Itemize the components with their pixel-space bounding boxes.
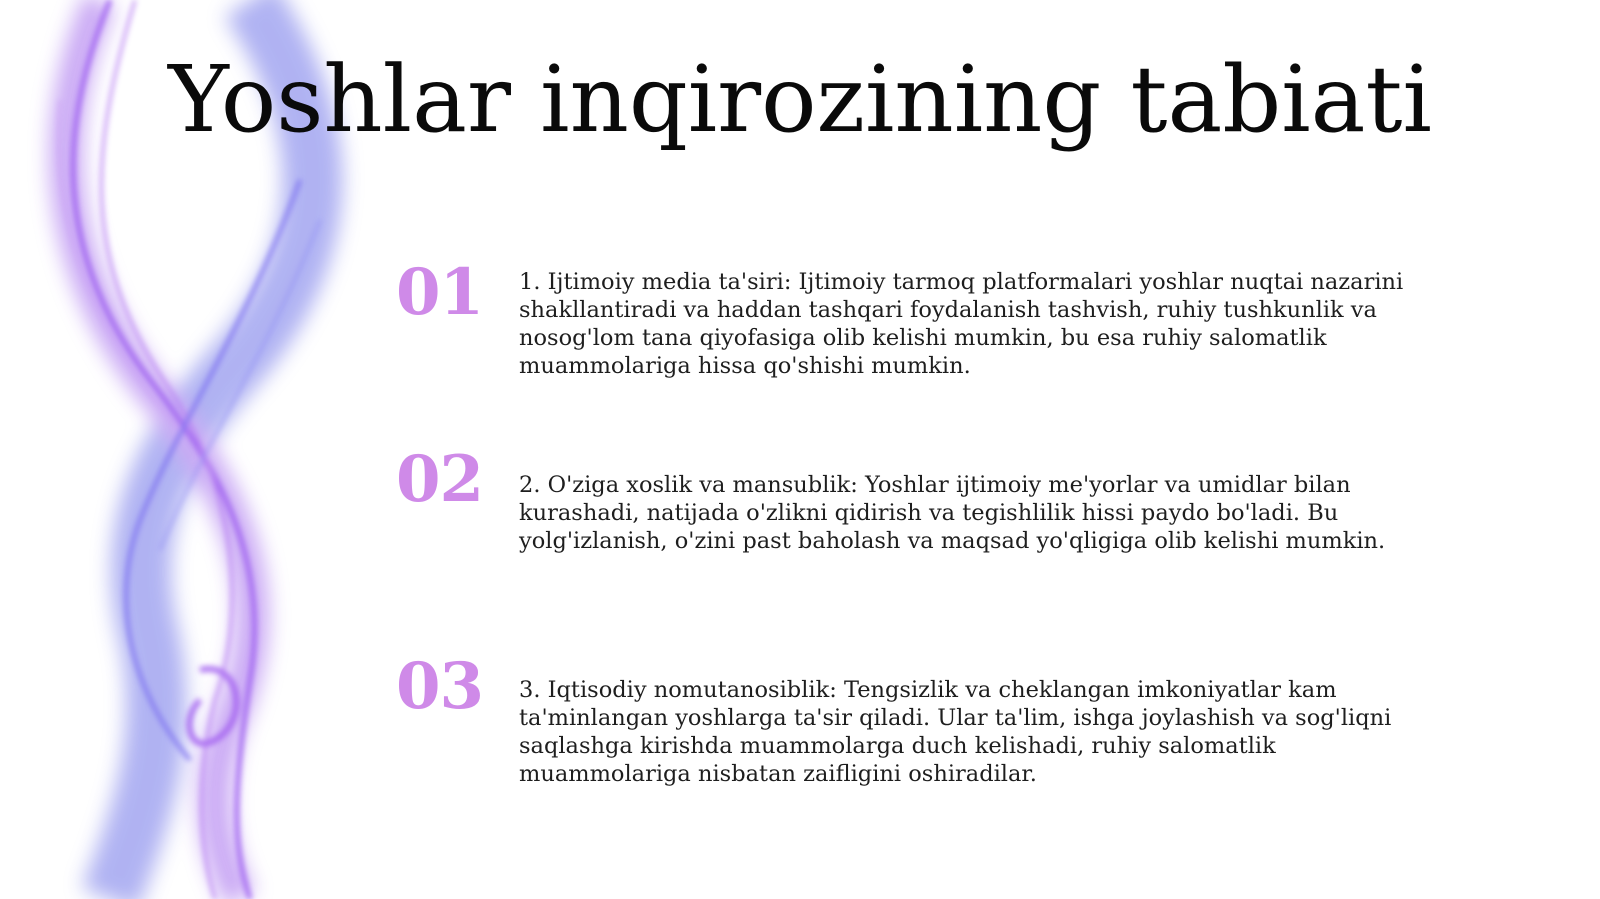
item-text: 1. Ijtimoiy media ta'siri: Ijtimoiy tarmoq platformalari yoshlar nuqtai nazarini shakllantiradi va haddan tashqari foydalanish tashvish, ruhiy tushkunlik va nosog'lom tana qiyofasiga olib kelishi mumkin, bu esa ruhiy salomatlik muammolariga hissa qo'shishi mumkin.	[519, 269, 1404, 379]
slide-title: Yoshlar inqirozining tabiati	[168, 46, 1432, 153]
item-number: 03	[396, 649, 484, 724]
item-number: 01	[396, 255, 484, 330]
item-text: 2. O'ziga xoslik va mansublik: Yoshlar ijtimoiy me'yorlar va umidlar bilan kurashadi, natijada o'zlikni qidirish va tegishlilik hissi paydo bo'ladi. Bu yolg'izlanish, o'zini past baholash va maqsad yo'qligiga olib kelishi mumkin.	[519, 472, 1386, 554]
item-number: 02	[396, 442, 484, 517]
item-text: 3. Iqtisodiy nomutanosiblik: Tengsizlik va cheklangan imkoniyatlar kam ta'minlangan yoshlarga ta'sir qiladi. Ular ta'lim, ishga joylashish va sog'liqni saqlashga kirishda muammolarga duch kelishadi, ruhiy salomatlik muammolariga nisbatan zaifligini oshiradilar.	[519, 677, 1392, 787]
